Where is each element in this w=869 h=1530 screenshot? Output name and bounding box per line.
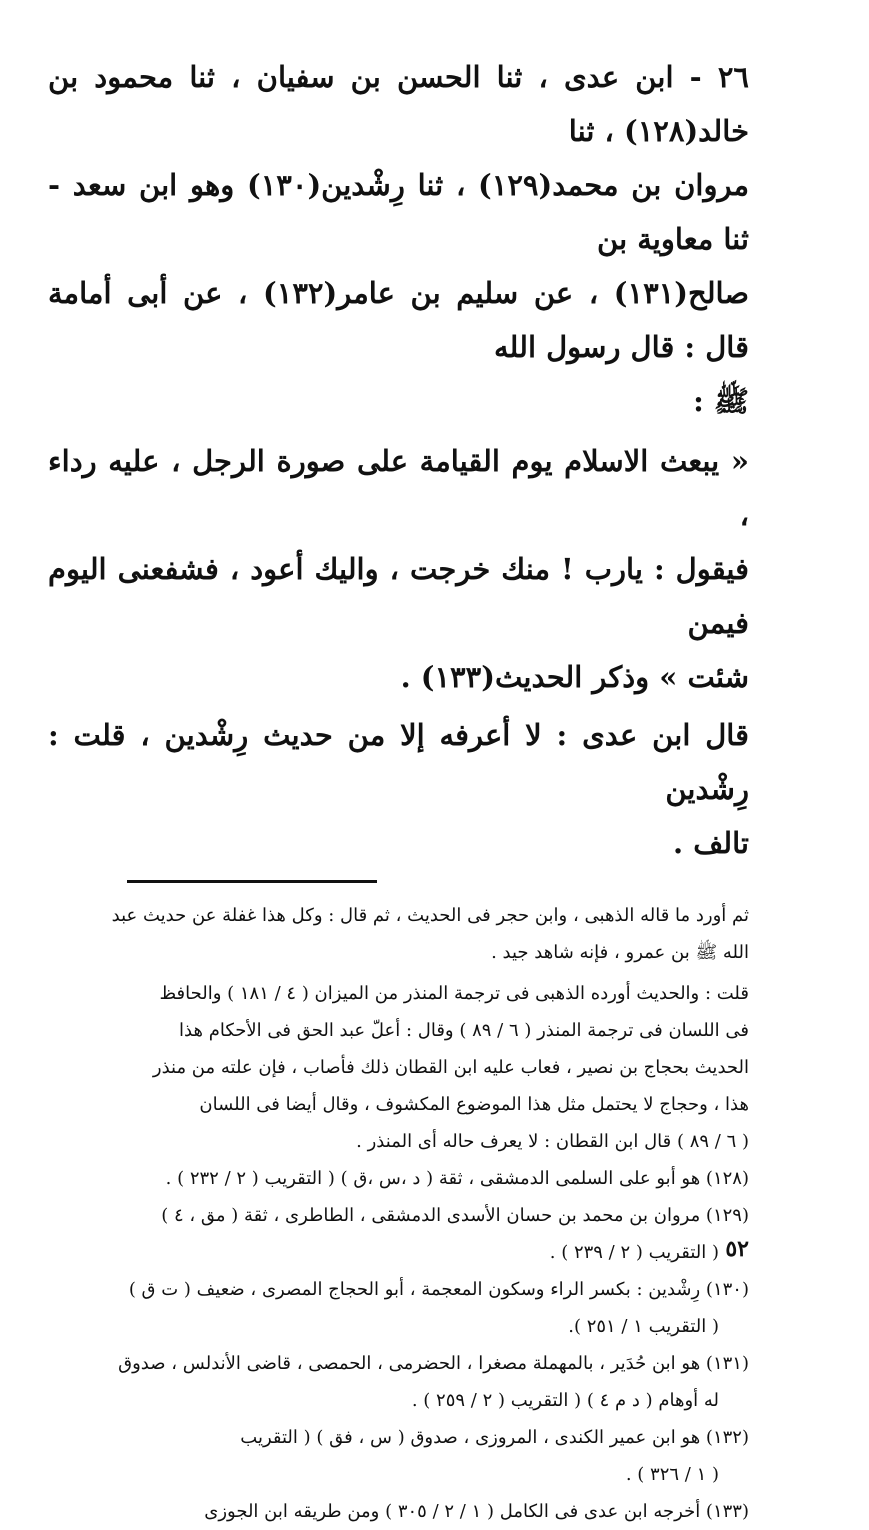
footnote-133: (١٣٣) أخرجه ابن عدى فى الكامل ( ١ / ٢ / ٣٠٥ ) ومن طريقه ابن الجوزى	[204, 1501, 749, 1522]
qult-note-line: فى اللسان فى ترجمة المنذر ( ٦ / ٨٩ ) وقال : أعلّ عبد الحق فى الأحكام هذا	[179, 1020, 749, 1041]
footnote-130: (١٣٠) رِشْدين : بكسر الراء وسكون المعجمة ، أبو الحجاج المصرى ، ضعيف ( ت ق )	[128, 1279, 749, 1300]
hadith-text-line: فيقول : يارب ! منك خرجت ، واليك أعود ، فشفعنى اليوم فيمن	[48, 552, 749, 640]
hadith-chain-line: صالح(١٣١) ، عن سليم بن عامر(١٣٢) ، عن أبى أمامة قال : قال رسول الله	[48, 276, 750, 364]
qult-note-line: قلت : والحديث أورده الذهبى فى ترجمة المنذر من الميزان ( ٤ / ١٨١ ) والحافظ	[159, 983, 749, 1004]
hadith-chain-line: ٢٦ - ابن عدى ، ثنا الحسن بن سفيان ، ثنا محمود بن خالد(١٢٨) ، ثنا	[48, 60, 749, 148]
qult-note-line: الحديث بحجاج بن نصير ، فعاب عليه ابن القطان ذلك فأصاب ، فإن علته من منذر	[152, 1057, 749, 1078]
footnote-132: (١٣٢) هو ابن عمير الكندى ، المروزى ، صدوق ( س ، فق ) ( التقريب	[240, 1427, 749, 1448]
footnote-129-cont: ( التقريب ( ٢ / ٢٣٩ ) .	[549, 1242, 719, 1263]
footnotes	[48, 897, 749, 1530]
main-text	[48, 50, 749, 870]
footnote-131: (١٣١) هو ابن حُدَير ، بالمهملة مصغرا ، الحضرمى ، الحمصى ، قاضى الأندلس ، صدوق	[118, 1353, 749, 1374]
footnote-separator	[127, 880, 377, 883]
footnote-129: (١٢٩) مروان بن محمد بن حسان الأسدى الدمشقى ، الطاطرى ، ثقة ( مق ، ٤ )	[161, 1205, 749, 1226]
carryover-note-line: ثم أورد ما قاله الذهبى ، وابن حجر فى الحديث ، ثم قال : وكل هذا غفلة عن حديث عبد	[111, 905, 749, 926]
footnote-130-cont: ( التقريب ١ / ٢٥١ ).	[568, 1316, 719, 1337]
footnote-132-cont: ( ١ / ٣٢٦ ) .	[625, 1464, 719, 1485]
footnote-128: (١٢٨) هو أبو على السلمى الدمشقى ، ثقة ( د ،س ،ق ) ( التقريب ( ٢ / ٢٣٢ ) .	[165, 1168, 749, 1189]
qult-note-line: ( ٦ / ٨٩ ) قال ابن القطان : لا يعرف حاله أى المنذر .	[356, 1131, 749, 1152]
qult-note-line: هذا ، وحجاج لا يحتمل مثل هذا الموضوع المكشوف ، وقال أيضا فى اللسان	[199, 1094, 749, 1115]
hadith-text-line: « يبعث الاسلام يوم القيامة على صورة الرجل ، عليه رداء ،	[48, 444, 749, 532]
page-number: ٥٢	[725, 1236, 749, 1262]
footnote-131-cont: له أوهام ( د م ٤ ) ( التقريب ( ٢ / ٢٥٩ ) .	[411, 1390, 719, 1411]
salutation-text: ﷺ :	[693, 384, 749, 418]
carryover-note-line: الله ﷺ بن عمرو ، فإنه شاهد جيد .	[491, 942, 749, 963]
hadith-chain-line: مروان بن محمد(١٢٩) ، ثنا رِشْدين(١٣٠) وهو ابن سعد - ثنا معاوية بن	[48, 168, 749, 256]
salutation	[48, 374, 749, 428]
hadith-text-line: شئت » وذكر الحديث(١٣٣) .	[400, 660, 749, 694]
comment-line: قال ابن عدى : لا أعرفه إلا من حديث رِشْدين ، قلت : رِشْدين	[48, 718, 749, 806]
comment-line: تالف .	[673, 826, 749, 860]
